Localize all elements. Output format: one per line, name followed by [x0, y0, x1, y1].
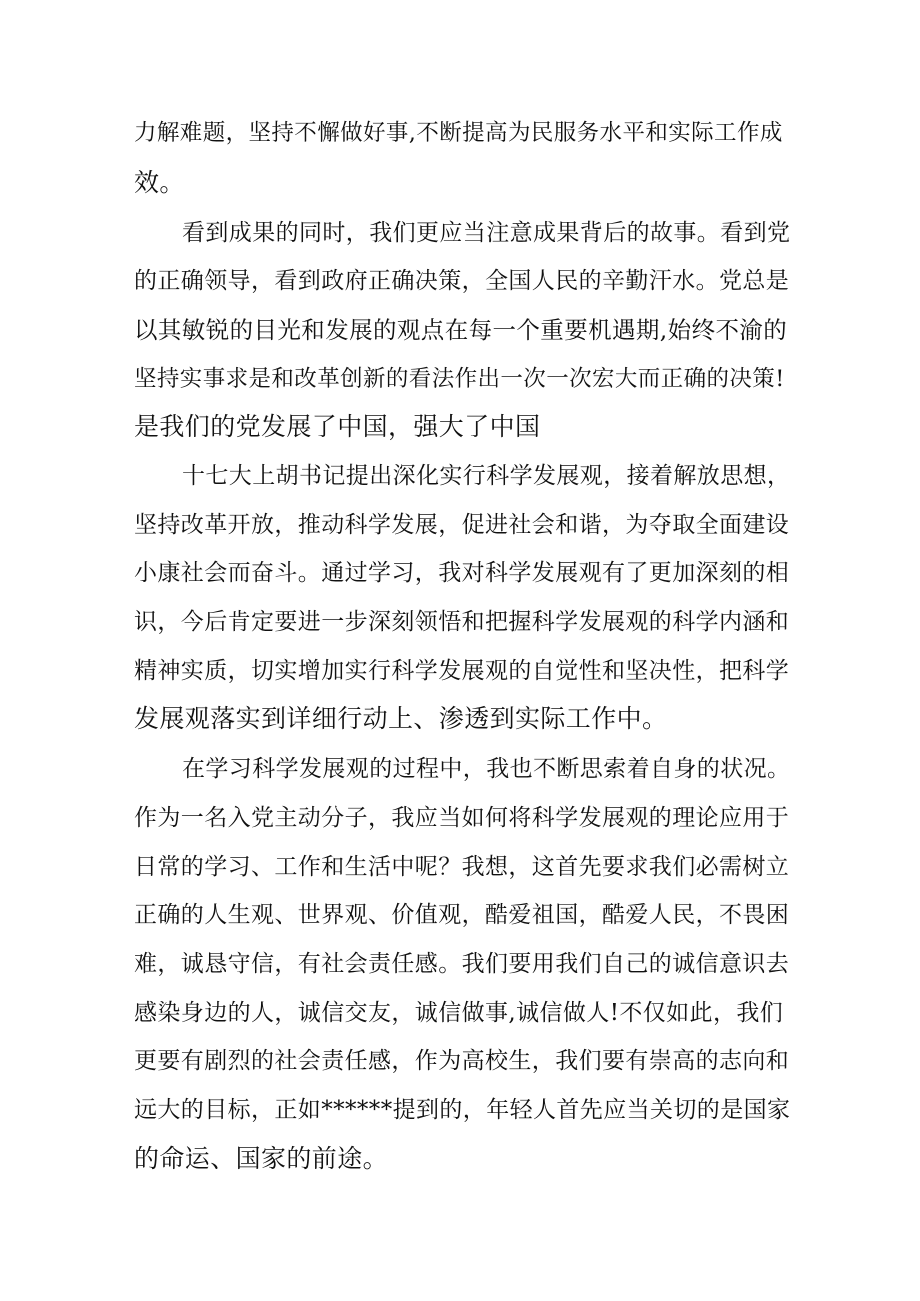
text-line: 远大的目标，正如******提到的，年轻人首先应当关切的是国家 [134, 1097, 791, 1123]
text-line: 以其敏锐的目光和发展的观点在每一个重要机遇期,始终不渝的 [134, 316, 788, 344]
text-line: 精神实质，切实增加实行科学发展观的自觉性和坚决性，把科学 [134, 658, 790, 684]
text-line: 作为一名入党主动分子，我应当如何将科学发展观的理论应用于 [134, 805, 790, 831]
text-line: 坚持改革开放，推动科学发展，促进社会和谐，为夺取全面建设 [134, 512, 790, 538]
text-line: 坚持实事求是和改革创新的看法作出一次一次宏大而正确的决策! [134, 366, 785, 392]
text-line: 识，今后肯定要进一步深刻领悟和把握科学发展观的科学内涵和 [134, 609, 790, 635]
text-line: 效。 [134, 168, 185, 197]
text-line: 日常的学习、工作和生活中呢？我想，这首先要求我们必需树立 [134, 854, 790, 880]
paragraph-start-line: 看到成果的同时，我们更应当注意成果背后的故事。看到党 [182, 220, 791, 246]
text-line: 的正确领导，看到政府正确决策，全国人民的辛勤汗水。党总是 [134, 268, 790, 294]
text-line: 正确的人生观、世界观、价值观，酷爱祖国，酷爱人民，不畏困 [134, 902, 790, 928]
text-line: 发展观落实到详细行动上、渗透到实际工作中。 [134, 704, 668, 733]
paragraph-start-line: 在学习科学发展观的过程中，我也不断思索着自身的状况。 [182, 756, 791, 782]
text-line: 感染身边的人，诚信交友，诚信做事,诚信做人!不仅如此，我们 [134, 1000, 784, 1026]
text-line: 更要有剧烈的社会责任感，作为高校生，我们要有崇高的志向和 [134, 1048, 790, 1074]
text-line: 小康社会而奋斗。通过学习，我对科学发展观有了更加深刻的相 [134, 560, 790, 586]
text-line: 难，诚恳守信，有社会责任感。我们要用我们自己的诚信意识去 [134, 951, 790, 977]
paragraph-start-line: 十七大上胡书记提出深化实行科学发展观，接着解放思想， [182, 463, 791, 489]
text-line: 力解难题，坚持不懈做好事,不断提高为民服务水平和实际工作成 [134, 120, 783, 146]
text-line: 是我们的党发展了中国，强大了中国 [134, 412, 541, 441]
text-line: 的命运、国家的前途。 [134, 1144, 389, 1173]
